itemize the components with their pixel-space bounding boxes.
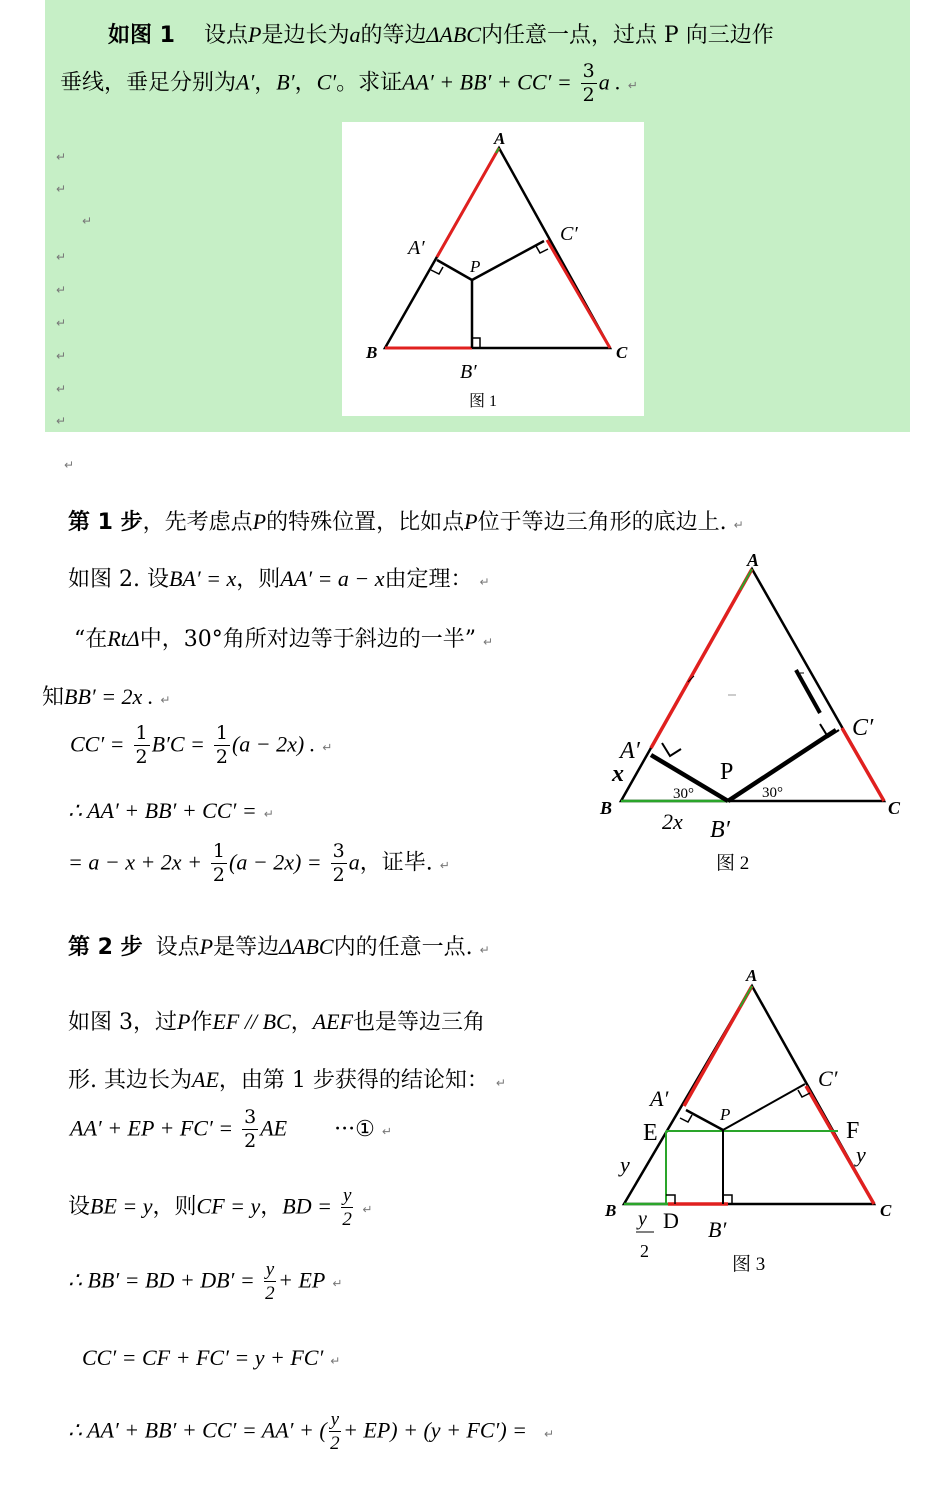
para-mark: ↵ (56, 182, 67, 196)
step2-line-6: ∴ BB′ = BD + DB′ = $\frac{y}{2}$ + EP ↵ (68, 1259, 343, 1304)
figure-2-caption: 图 2 (716, 853, 750, 874)
label-p: P (470, 257, 481, 276)
step2-line-1: 第 2 步 设点P是等边ΔABC内的任意一点. ↵ (68, 934, 490, 960)
para-mark: ↵ (56, 349, 67, 363)
label-x: x (612, 761, 624, 787)
perp-pa (437, 260, 472, 280)
label-b: B (605, 1201, 617, 1220)
figure-3-caption: 图 3 (732, 1254, 766, 1275)
green-tick (740, 569, 752, 590)
para-mark: ↵ (56, 414, 67, 428)
step1-line-5: CC′ = $\frac{1}{2}$ B′C = $\frac{1}{2}$ (a − 2x) . ↵ (70, 722, 333, 768)
label-y-left: y (620, 1152, 630, 1177)
step2-line-8: ∴ AA′ + BB′ + CC′ = AA′ + ( $\frac{y}{2}$ + EP) + (y + FC′) = ↵ (68, 1409, 555, 1454)
para-mark: ↵ (56, 150, 67, 164)
perp-pa (686, 1110, 723, 1130)
label-b-prime: B′ (708, 1217, 727, 1242)
segment-aa-prime (651, 569, 752, 748)
figure-1 (342, 122, 644, 416)
right-angle-mark (680, 1115, 692, 1122)
figure-3 (600, 960, 910, 1280)
para-mark: ↵ (56, 382, 67, 396)
problem-line-2: 垂线，垂足分别为A′，B′，C′。求证AA′ + BB′ + CC′ = $\frac{3}{2}$ a . ↵ (60, 60, 638, 106)
step2-line-3: 形. 其边长为AE，由第 1 步获得的结论知： ↵ (68, 1067, 506, 1093)
para-mark: ↵ (56, 316, 67, 330)
para-mark: ↵ (56, 250, 67, 264)
step2-equation-1: AA′ + EP + FC′ = $\frac{3}{2}$ AE ···① ↵ (70, 1106, 392, 1152)
label-y-half-den: 2 (640, 1241, 649, 1261)
step2-line-2: 如图 3，过P作EF // BC，AEF也是等边三角 (68, 1009, 486, 1035)
step2-line-5: 设BE = y，则CF = y，BD = $\frac{y}{2}$ ↵ (68, 1185, 373, 1230)
label-a-prime: A′ (650, 1086, 669, 1111)
step1-line-2: 如图 2. 设BA′ = x，则AA′ = a − x由定理： ↵ (68, 566, 490, 592)
green-tick (496, 148, 499, 153)
angle-30-left: 30° (673, 786, 694, 802)
triangle-abc (621, 569, 884, 801)
label-e: E (643, 1120, 658, 1146)
step1-line-1: 第 1 步，先考虑点P的特殊位置，比如点P位于等边三角形的底边上. ↵ (68, 509, 744, 535)
label-a-prime: A′ (620, 738, 640, 764)
label-c: C (616, 343, 628, 362)
segment-cc-prime (547, 240, 610, 348)
label-a: A (747, 550, 760, 570)
angle-30-right: 30° (762, 785, 783, 801)
label-c-prime: C′ (818, 1066, 838, 1091)
label-a: A (494, 129, 506, 148)
figure-2 (590, 545, 920, 880)
perp-pc (723, 1084, 805, 1130)
label-b: B (366, 343, 378, 362)
figure-1-caption: 图 1 (469, 393, 498, 410)
para-mark: ↵ (56, 283, 67, 297)
label-c: C (888, 798, 901, 818)
step1-line-4: 知BB′ = 2x . ↵ (42, 684, 171, 710)
step1-theorem-quote: “在RtΔ中，30°角所对边等于斜边的一半” ↵ (74, 626, 494, 652)
problem-line-1: 如图 1 设点P是边长为a的等边ΔABC内任意一点，过点 P 向三边作 (108, 22, 774, 48)
label-d: D (663, 1208, 679, 1233)
label-a-prime: A′ (408, 237, 425, 259)
right-angle-mark (536, 246, 548, 253)
label-f: F (846, 1118, 860, 1144)
label-b-prime: B′ (460, 361, 477, 383)
label-a: A (746, 966, 758, 985)
label-y-half-num: y (638, 1208, 647, 1230)
right-angle-mark (662, 743, 681, 756)
label-y-right: y (856, 1142, 866, 1167)
label-p: P (720, 759, 734, 785)
segment-aa-prime (437, 148, 499, 257)
step2-line-7: CC′ = CF + FC′ = y + FC′ ↵ (82, 1345, 341, 1370)
label-c-prime: C′ (852, 715, 874, 741)
step1-line-7: = a − x + 2x + $\frac{1}{2}$ (a − 2x) = $\frac{3}{2}$ a，证毕. ↵ (68, 840, 450, 886)
green-tick (740, 986, 752, 1007)
label-b: B (600, 798, 613, 818)
para-mark: ↵ (64, 458, 75, 472)
perp-pc (472, 241, 544, 280)
step1-line-6: ∴ AA′ + BB′ + CC′ = ↵ (68, 798, 274, 823)
label-c-prime: C′ (560, 223, 578, 245)
label-b-prime: B′ (710, 817, 730, 843)
label-2x: 2x (662, 809, 683, 834)
right-angle-mark (431, 267, 443, 274)
fraction-three-halves: $\frac{3}{2}$ (582, 60, 595, 106)
para-mark: ↵ (82, 214, 93, 228)
label-p: P (720, 1105, 731, 1124)
label-c: C (880, 1201, 892, 1220)
